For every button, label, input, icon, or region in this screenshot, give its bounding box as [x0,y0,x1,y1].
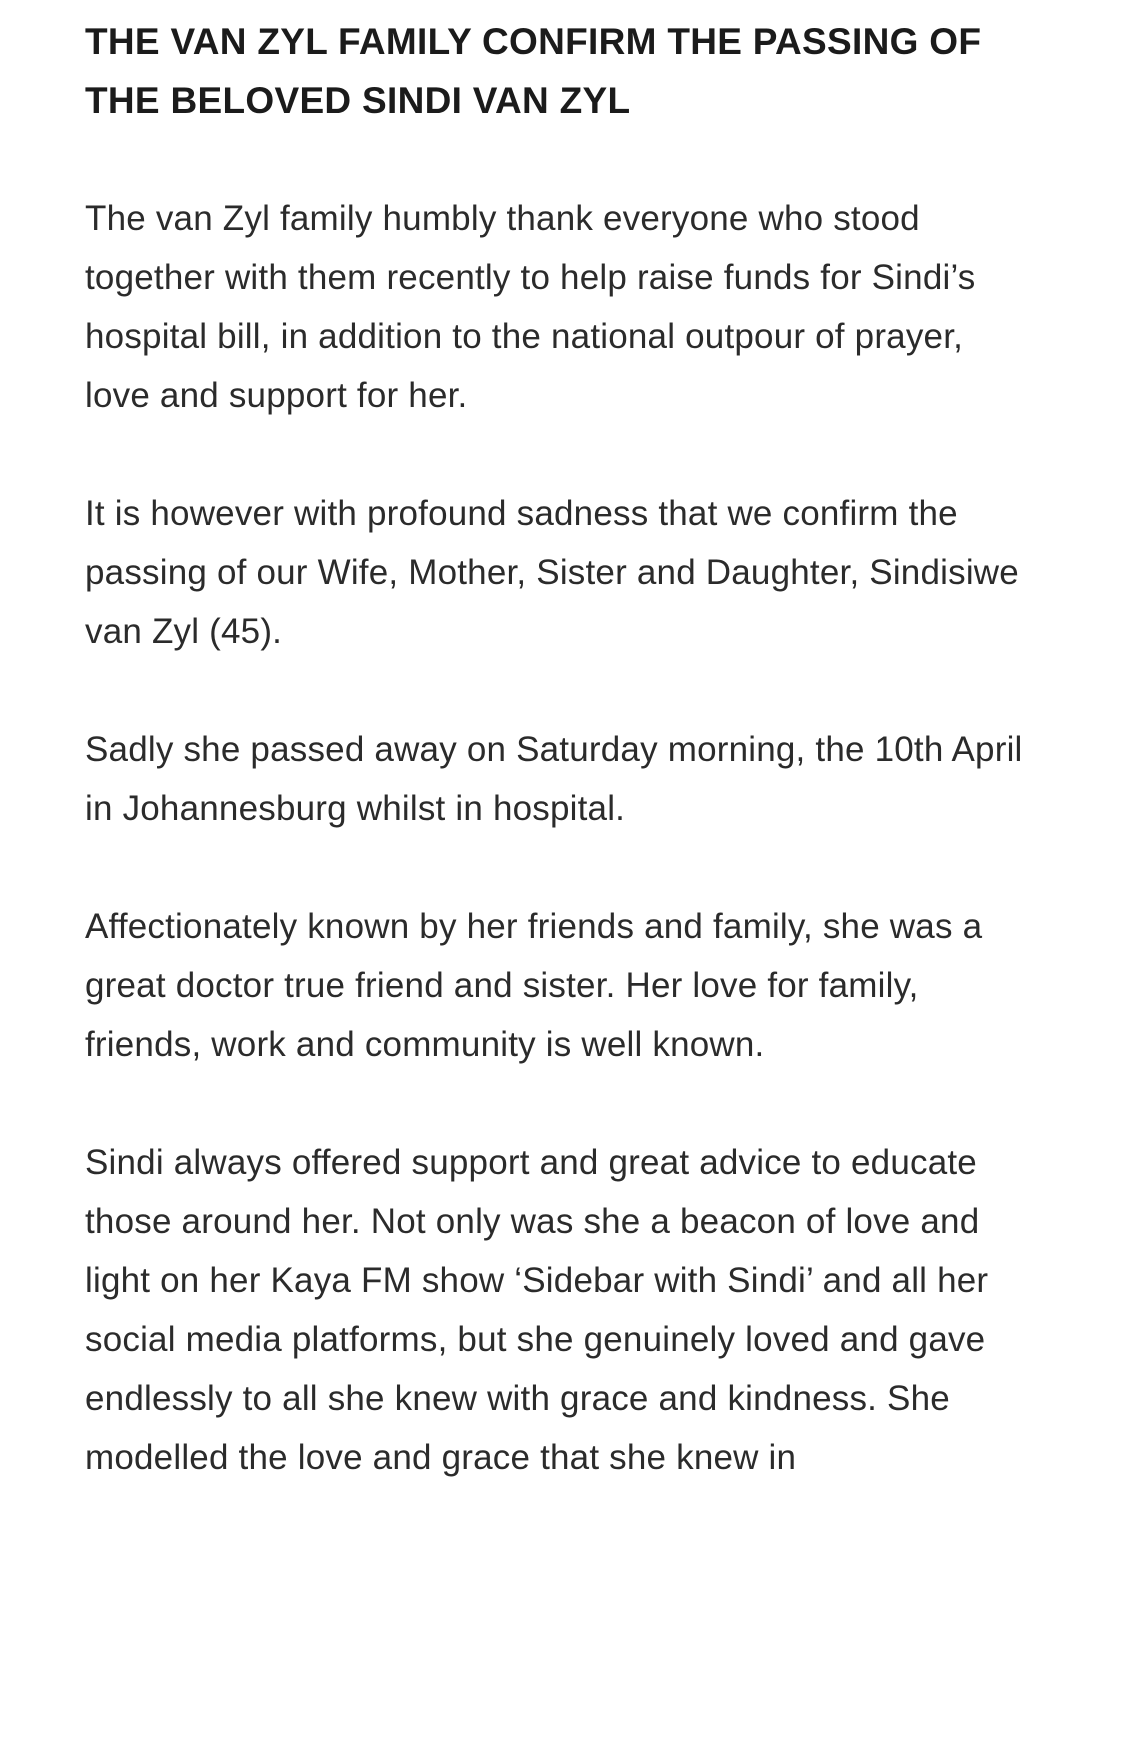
document-title: THE VAN ZYL FAMILY CONFIRM THE PASSING OF THE BELOVED SINDI VAN ZYL [85,21,982,121]
paragraph-passing-date: Sadly she passed away on Saturday morning, the 10th April in Johannesburg whilst in hospital. [85,730,1023,828]
paragraph-confirmation: It is however with profound sadness that we confirm the passing of our Wife, Mother, Sister and Daughter, Sindisiwe van Zyl (45). [85,494,1019,651]
paragraph-legacy: Sindi always offered support and great advice to educate those around her. Not only was she a beacon of love and light on her Kaya FM show ‘Sidebar with Sindi’ and all her social media platforms, but she genuinely loved and gave endlessly to all she knew with grace and kindness. She modelled the love and grace that she knew in [85,1143,989,1477]
paragraph-tribute: Affectionately known by her friends and family, she was a great doctor true friend and sister. Her love for family, friends, work and community is well known. [85,907,983,1064]
paragraph-thanks: The van Zyl family humbly thank everyone who stood together with them recently to help raise funds for Sindi’s hospital bill, in addition to the national outpour of prayer, love and support for her. [85,199,976,415]
